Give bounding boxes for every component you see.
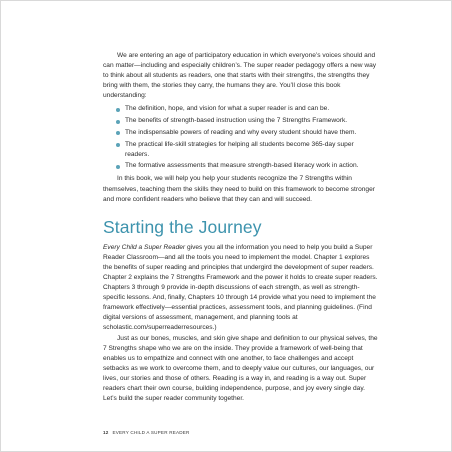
book-title: Every Child a Super Reader — [103, 243, 186, 251]
list-item-text: The indispensable powers of reading and why every student should have them. — [125, 128, 357, 136]
list-item-text: The formative assessments that measure strength-based literacy work in action. — [125, 162, 359, 170]
page-footer — [103, 430, 190, 435]
page-content — [103, 51, 379, 404]
understanding-list — [103, 104, 379, 171]
bullet-icon — [116, 120, 120, 124]
list-item-text: The benefits of strength-based instruction using the 7 Strengths Framework. — [125, 117, 348, 125]
list-item — [116, 116, 379, 126]
section-paragraph-1 — [103, 243, 379, 334]
list-item-text: The definition, hope, and vision for what a super reader is and can be. — [125, 105, 330, 113]
list-item — [116, 104, 379, 114]
page-number: 12 — [103, 430, 109, 435]
list-item — [116, 161, 379, 171]
intro-paragraph: We are entering an age of participatory education in which everyone’s voices should and can matter—including and especially children’s. The super reader pedagogy offers a new way to think about all students as readers, one that starts with their strengths, the strengths they bring with them, the stories they carry, the humans they are. You’ll close this book understanding: — [103, 52, 377, 100]
list-item-text: The practical life-skill strategies for helping all students become 365-day super readers. — [125, 140, 354, 158]
list-item — [116, 128, 379, 138]
list-item — [116, 140, 379, 160]
running-title: EVERY CHILD A SUPER READER — [112, 430, 190, 435]
bullet-icon — [116, 165, 120, 169]
section-paragraph-2: Just as our bones, muscles, and skin give shape and definition to our physical selves, the 7 Strengths shape who we are on the inside. They provide a framework of well-being that enables us to empathize and connect with one another, to face challenges and accept setbacks as we work to overcome them, and to deeply value our cultures, our languages, our lives, our stories and those of others. Reading is a way in, and reading is a way out. Super readers chart their own course, building independence, purpose, and joy every single day. Let’s build the super reader community together. — [103, 334, 378, 403]
section-heading: Starting the Journey — [103, 216, 262, 237]
bullet-icon — [116, 131, 120, 135]
section-paragraph-1-text: gives you all the information you need to help you build a Super Reader Classroom—and all the tools you need to implement the model. Chapter 1 explores the benefits of super reading and principles that undergird the development of super readers. Chapter 2 explains the 7 Strengths Framework and the power it holds to create super readers. Chapters 3 through 9 provide in-depth discussions of each strength, as well as strength-specific lessons. And, finally, Chapters 10 through 14 provide what you need to implement the framework effectively—essential practices, assessment tools, and planning guidelines. (Find digital versions of assessment, management, and planning tools at scholastic.com/superreaderresources.) — [103, 243, 378, 332]
bullet-icon — [116, 108, 120, 112]
bullet-icon — [116, 143, 120, 147]
intro-closing-paragraph: In this book, we will help you help your students recognize the 7 Strengths within themselves, teaching them the skills they need to build on this framework to become stronger and more confident readers who believe that they can and will succeed. — [103, 175, 375, 203]
